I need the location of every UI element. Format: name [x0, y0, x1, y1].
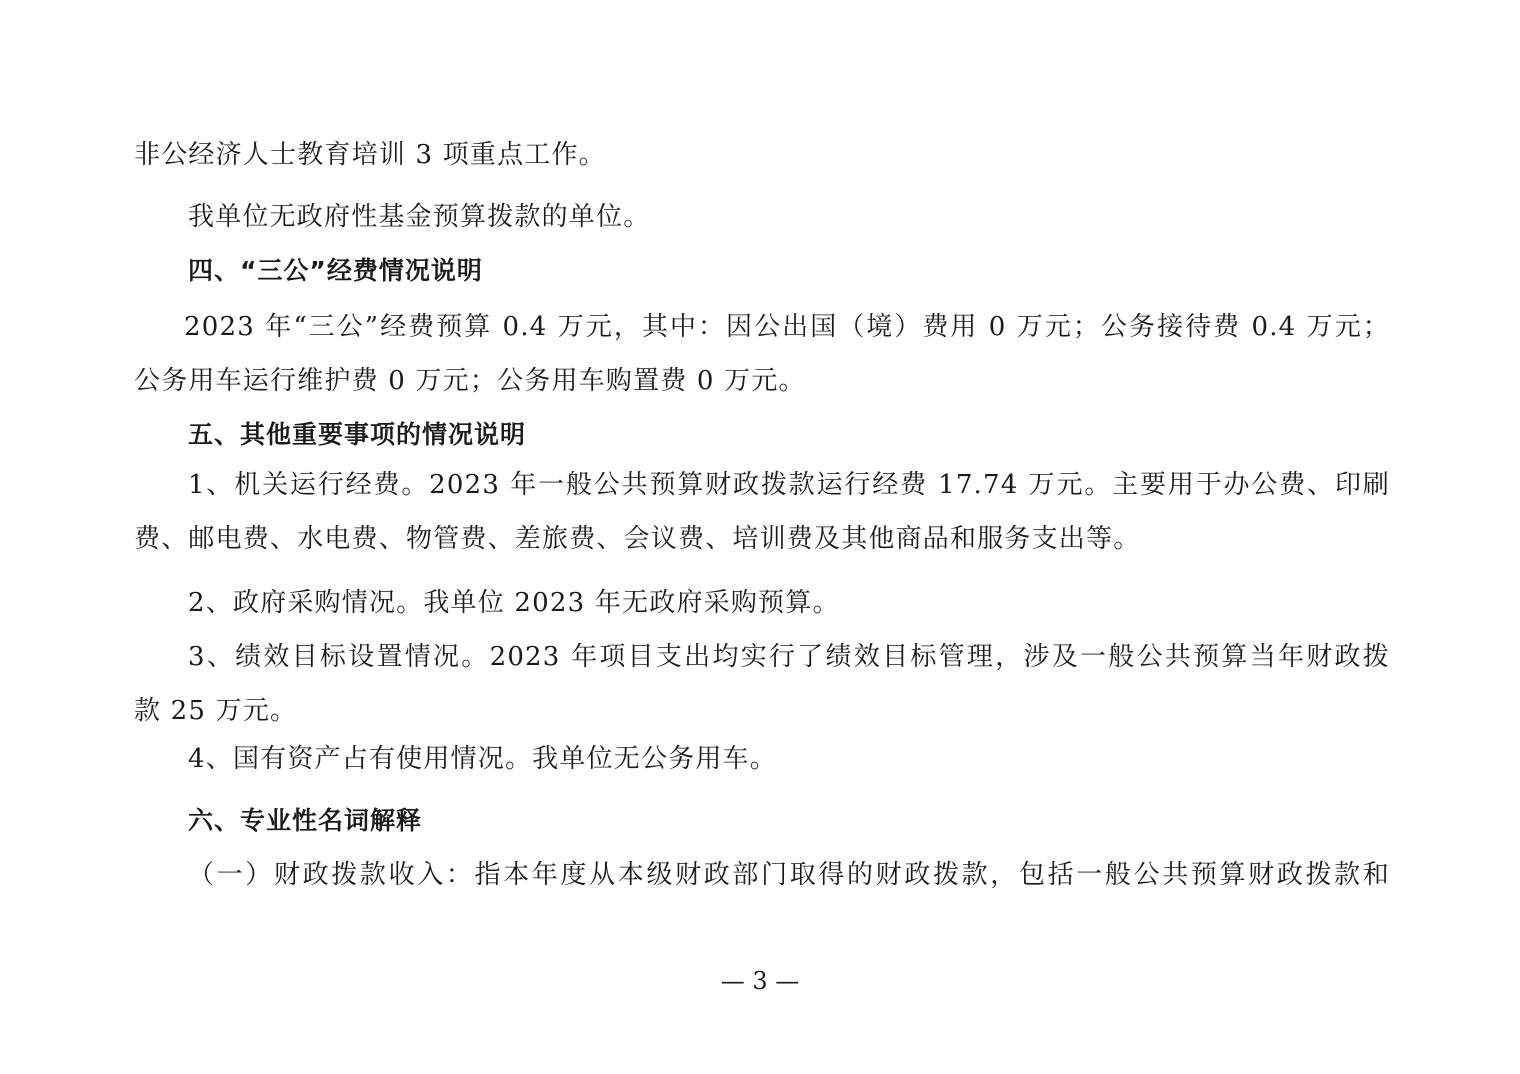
paragraph-fiscal-income: （一）财政拨款收入：指本年度从本级财政部门取得的财政拨款，包括一般公共预算财政拨款和 — [188, 860, 1390, 890]
paragraph-procurement: 2、政府采购情况。我单位 2023 年无政府采购预算。 — [188, 588, 840, 618]
paragraph-three-public-line-1: 2023 年“三公”经费预算 0.4 万元，其中：因公出国（境）费用 0 万元；公务接待费 0.4 万元； — [184, 312, 1390, 342]
paragraph-operating-costs-line-2: 费、邮电费、水电费、物管费、差旅费、会议费、培训费及其他商品和服务支出等。 — [134, 524, 1141, 554]
paragraph-performance-line-1: 3、绩效目标设置情况。2023 年项目支出均实行了绩效目标管理，涉及一般公共预算当年财政拨 — [188, 642, 1390, 672]
paragraph-fund-budget: 我单位无政府性基金预算拨款的单位。 — [188, 202, 651, 232]
paragraph-performance-line-2: 款 25 万元。 — [134, 696, 298, 726]
paragraph-continuation-line: 非公经济人士教育培训 3 项重点工作。 — [134, 140, 606, 170]
page-number: — 3 — — [720, 967, 800, 995]
section-heading-other-matters: 五、其他重要事项的情况说明 — [188, 420, 527, 449]
section-heading-three-public: 四、“三公”经费情况说明 — [188, 256, 483, 285]
section-heading-terms: 六、专业性名词解释 — [188, 806, 423, 835]
paragraph-operating-costs-line-1: 1、机关运行经费。2023 年一般公共预算财政拨款运行经费 17.74 万元。主要用于办公费、印刷 — [188, 470, 1390, 500]
paragraph-three-public-line-2: 公务用车运行维护费 0 万元；公务用车购置费 0 万元。 — [134, 366, 806, 396]
paragraph-state-assets: 4、国有资产占有使用情况。我单位无公务用车。 — [188, 744, 777, 774]
